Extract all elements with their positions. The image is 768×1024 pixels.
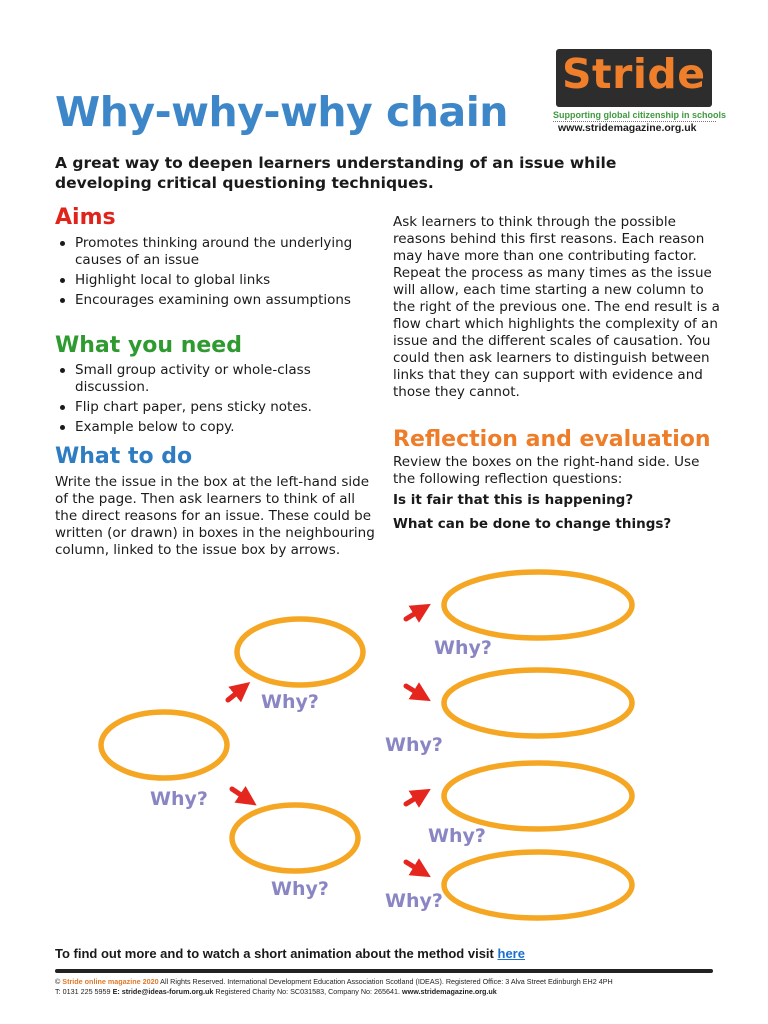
why-label: Why?	[261, 691, 319, 713]
arrow	[406, 793, 424, 804]
list-item: Example below to copy.	[57, 419, 377, 436]
logo-url: www.stridemagazine.org.uk	[558, 122, 697, 134]
logo-text: Stride	[562, 50, 706, 98]
legal-web[interactable]: www.stridemagazine.org.uk	[402, 986, 497, 996]
legal-line2: Registered Charity No: SC031583, Company No: 265641.	[213, 986, 403, 996]
page-title: Why-why-why chain	[55, 88, 508, 136]
aims-heading: Aims	[55, 205, 116, 230]
method-text: Ask learners to think through the possible reasons behind this first reasons. Each reason may have more than one contributing factor. Repeat the process as many times as the issue will allow, each time starting a new column to the right of the previous one. The end result is a flow chart which highlights the complexity of an issue and the different scales of causation. You could then ask learners to distinguish between links that they can support with evidence and those they cannot.	[393, 214, 720, 400]
why-label: Why?	[428, 825, 486, 847]
intro-text: A great way to deepen learners understanding of an issue while developing critical questioning techniques.	[55, 154, 617, 192]
why-label: Why?	[271, 878, 329, 900]
arrow	[228, 687, 244, 700]
list-item: Flip chart paper, pens sticky notes.	[57, 399, 377, 416]
cause-box	[444, 852, 632, 918]
list-item: Small group activity or whole-class discussion.	[57, 362, 377, 396]
legal-tel: T: 0131 225 5959	[55, 986, 113, 996]
arrow	[406, 686, 424, 697]
reflection-question: What can be done to change things?	[393, 516, 672, 532]
reason-box	[232, 805, 358, 871]
legal-text: © Stride online magazine 2020 All Rights Reserved. International Development Education Association Scotland (IDEAS). Registered Office: 3 Alva Street Edinburgh EH2 4PH T: 0131 225 5959 E: stride@ideas-forum.org.uk Registered Charity No: SC031583, Company No: 265641. www.stridemagazine.org.uk	[55, 977, 613, 996]
reflection-text: Review the boxes on the right-hand side. Use the following reflection questions:	[393, 454, 700, 487]
arrow	[406, 862, 424, 873]
need-list	[57, 362, 377, 439]
cause-box	[444, 763, 632, 829]
issue-box	[101, 712, 227, 778]
reflection-heading: Reflection and evaluation	[393, 427, 711, 452]
cause-box	[444, 670, 632, 736]
cause-box	[444, 572, 632, 638]
legal-email[interactable]: E: stride@ideas-forum.org.uk	[112, 986, 214, 996]
legal-brand: Stride online magazine 2020	[62, 977, 159, 986]
aims-list	[57, 235, 357, 312]
list-item: Highlight local to global links	[57, 272, 357, 289]
list-item: Promotes thinking around the underlying causes of an issue	[57, 235, 357, 269]
why-label: Why?	[150, 788, 208, 810]
footer-cta	[55, 946, 525, 961]
arrow	[232, 789, 250, 801]
need-heading: What you need	[55, 333, 242, 358]
why-label: Why?	[385, 734, 443, 756]
legal-line1: All Rights Reserved. International Development Education Association Scotland (IDEAS). Registered Office: 3 Alva Street Edinburgh EH2 4PH	[158, 977, 613, 986]
todo-text: Write the issue in the box at the left-hand side of the page. Then ask learners to think of all the direct reasons for an issue. These could be written (or drawn) in boxes in the neighbouring column, linked to the issue box by arrows.	[55, 474, 375, 558]
why-label: Why?	[434, 637, 492, 659]
todo-heading: What to do	[55, 444, 193, 469]
footer-cta-text: To find out more and to watch a short animation about the method visit	[55, 946, 498, 961]
logo-tagline: Supporting global citizenship in schools	[553, 110, 727, 120]
reflection-question: Is it fair that this is happening?	[393, 492, 634, 508]
reason-box	[237, 619, 363, 685]
list-item: Encourages examining own assumptions	[57, 292, 357, 309]
here-link[interactable]: here	[497, 946, 525, 961]
arrow	[406, 608, 424, 619]
diagram-svg	[0, 560, 768, 940]
why-chain-diagram	[0, 560, 768, 940]
why-label: Why?	[385, 890, 443, 912]
footer-divider	[55, 969, 713, 973]
